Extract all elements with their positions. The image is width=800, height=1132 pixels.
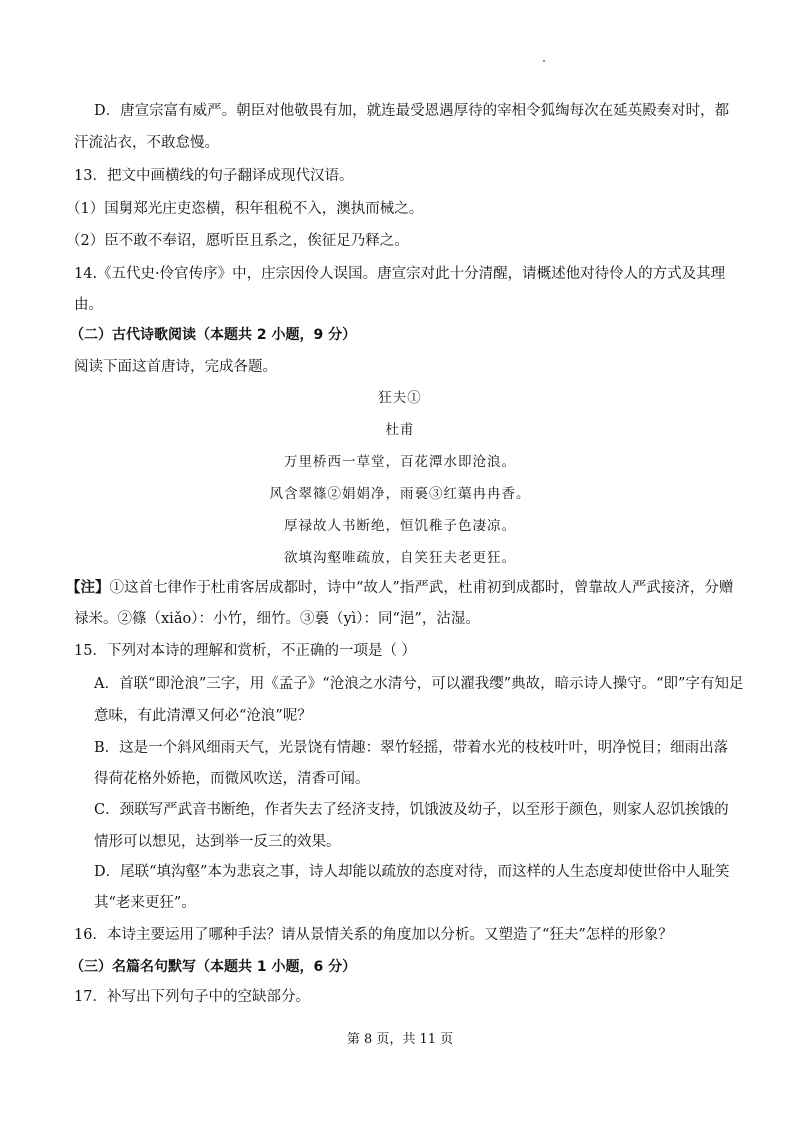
poem-line-1: 万里桥西一草堂，百花潭水即沧浪。 <box>284 454 516 470</box>
question-15: 15．下列对本诗的理解和赏析，不正确的一项是（ ） <box>74 643 417 659</box>
poem-title: 狂夫① <box>378 390 422 406</box>
question-13: 13．把文中画横线的句子翻译成现代汉语。 <box>74 168 354 184</box>
question-15-option-a-line-1: A．首联“即沧浪”三字，用《孟子》“沧浪之水清兮，可以濯我缨”典故，暗示诗人操守。“即”字有知足 <box>94 676 744 692</box>
note-text-1: ①这首七律作于杜甫客居成都时，诗中“故人”指严武，杜甫初到成都时，曾靠故人严武接济，分赠 <box>109 580 734 596</box>
question-16: 16．本诗主要运用了哪种手法？请从景情关系的角度加以分析。又塑造了“狂夫”怎样的形象？ <box>74 927 673 943</box>
page-footer: 第 8 页，共 11 页 <box>346 1032 454 1047</box>
question-15-option-d-line-2: 其“老来更狂”。 <box>94 895 196 911</box>
note-line-1 <box>66 578 733 598</box>
question-15-option-c-line-1: C．颈联写严武音书断绝，作者失去了经济支持，饥饿波及幼子，以至形于颜色，则家人忍饥挨饿的 <box>94 802 729 818</box>
question-13-item-1: （1）国舅郑光庄吏恣横，积年租税不入，澳执而械之。 <box>66 201 424 217</box>
question-15-option-b-line-1: B．这是一个斜风细雨天气，光景饶有情趣：翠竹轻摇，带着水光的枝枝叶叶，明净悦目；细雨出落 <box>94 740 729 756</box>
question-15-option-c-line-2: 情形可以想见，达到举一反三的效果。 <box>94 834 341 850</box>
question-15-option-d-line-1: D．尾联“填沟壑”本为悲哀之事，诗人却能以疏放的态度对待，而这样的人生态度却使世俗中人耻笑 <box>94 864 730 880</box>
note-label: 【注】 <box>66 579 110 596</box>
poem-author: 杜甫 <box>385 422 415 438</box>
question-15-option-a-line-2: 意味，有此清潭又何必“沧浪”呢？ <box>94 708 312 724</box>
poem-line-2: 风含翠篠②娟娟净，雨裛③红蕖冉冉香。 <box>269 486 531 502</box>
option-d-line-2: 汗流沾衣，不敢怠慢。 <box>74 135 219 151</box>
note-line-2: 禄米。②篠（xiǎo）：小竹，细竹。③裛（yì）：同“浥”，沾湿。 <box>74 611 480 627</box>
scan-dot <box>543 60 545 62</box>
question-14-line-1: 14.《五代史·伶官传序》中，庄宗因伶人误国。唐宣宗对此十分清醒，请概述他对待伶人的方式及其理 <box>74 266 726 282</box>
option-d-line-1: D．唐宣宗富有威严。朝臣对他敬畏有加，就连最受恩遇厚待的宰相令狐绹每次在延英殿奏对时，都 <box>94 103 730 119</box>
section-2-heading: （二）古代诗歌阅读（本题共 2 小题，9 分） <box>70 327 357 343</box>
question-17: 17．补写出下列句子中的空缺部分。 <box>74 989 310 1005</box>
question-15-option-b-line-2: 得荷花格外娇艳，而微风吹送，清香可闻。 <box>94 771 370 787</box>
poem-line-4: 欲填沟壑唯疏放，自笑狂夫老更狂。 <box>284 550 516 566</box>
section-3-heading: （三）名篇名句默写（本题共 1 小题，6 分） <box>70 959 357 975</box>
question-14-line-2: 由。 <box>74 297 103 313</box>
poem-intro: 阅读下面这首唐诗，完成各题。 <box>74 359 277 375</box>
question-13-item-2: （2）臣不敢不奉诏，愿听臣且系之，俟征足乃释之。 <box>66 233 409 249</box>
poem-line-3: 厚禄故人书断绝，恒饥稚子色凄凉。 <box>284 518 516 534</box>
